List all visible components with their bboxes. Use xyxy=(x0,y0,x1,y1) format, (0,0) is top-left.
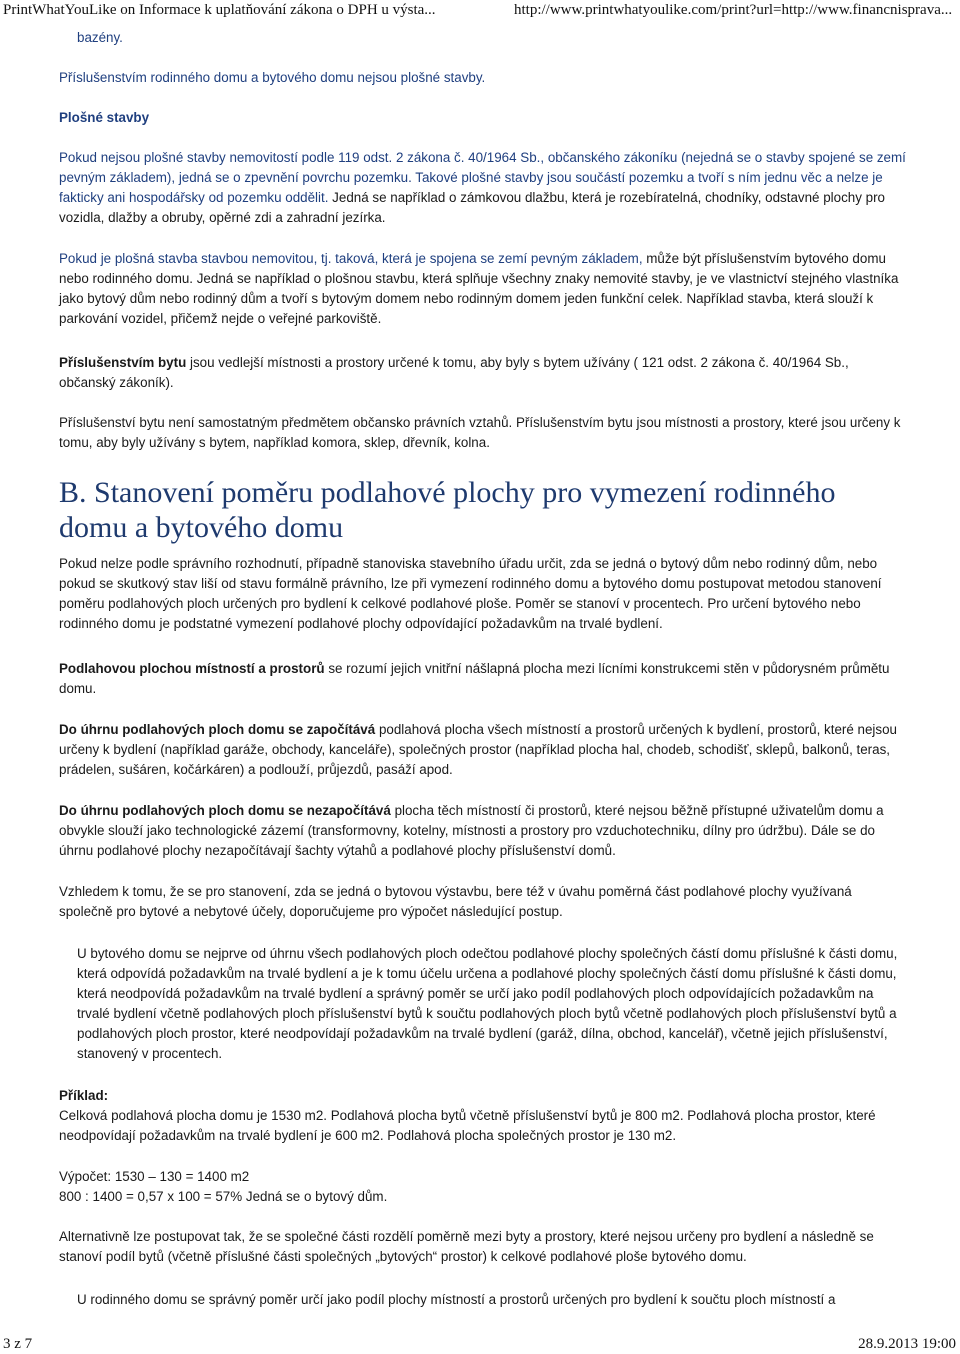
section-heading-b: B. Stanovení poměru podlahové plochy pro vymezení rodinného domu a bytového domu xyxy=(59,476,836,544)
text-nezapocitava: plocha těch místností či prostorů, které nejsou běžně přístupné uživatelům domu a obvykle slouží jako technologické zázemí (transformovny, kotelny, místnosti a prostory pro vzduchotechniku, dílny pro údržbu). Dále se do úhrnu podlahové plochy nezapočítávají šachty výtahů a podlahové plochy příslušenství domů. xyxy=(59,803,884,858)
paragraph-bytovy-dum-postup: U bytového domu se nejprve od úhrnu všech podlahových ploch odečtou podlahové plochy společných částí domu příslušné k části domu, která odpovídá požadavkům na trvalé bydlení a je k tomu účelu určena a podlahové plochy společných částí domu příslušné k části domu, která neodpovídá požadavkům na trvalé bydlení a správný poměr se určí jako podíl podlahových ploch odpovídajících požadavkům na trvalé bydlení včetně podlahových ploch příslušenství bytů k součtu podlahových ploch bytů včetně podlahových ploch příslušenství bytů a podlahových ploch prostor, které neodpovídají požadavkům na trvalé bydlení (garáž, dílna, obchod, kancelář), včetně jejich příslušenství, stanovený v procentech. xyxy=(77,946,898,1061)
paragraph-podlahova-plocha xyxy=(59,659,907,699)
text-plosna-nemovitost-1: Pokud je plošná stavba stavbou nemovitou, tj. taková, která je spojena se zemí pevným základem, xyxy=(59,251,647,266)
text-priklad-label: Příklad: xyxy=(59,1088,109,1103)
paragraph-alternativne: Alternativně lze postupovat tak, že se společné části rozdělí poměrně mezi byty a prostory, které nejsou určeny pro bydlení a následně se stanoví podíl bytů (včetně příslušné části společných „bytových“ prostor) k celkové podlahové ploše bytového domu. xyxy=(59,1229,874,1264)
paragraph-plosne-stavby xyxy=(59,148,907,228)
paragraph-rodinny-dum: U rodinného domu se správný poměr určí jako podíl plochy místností a prostorů určených pro bydlení k součtu ploch místností a xyxy=(77,1292,836,1307)
print-header xyxy=(0,0,960,22)
paragraph-vypocet xyxy=(59,1167,907,1207)
text-nezapocitava-bold: Do úhrnu podlahových ploch domu se nezapočítává xyxy=(59,803,391,818)
text-priklad: Celková podlahová plocha domu je 1530 m2. Podlahová plocha bytů včetně příslušenství bytů je 800 m2. Podlahová plocha prostor, které neodpovídají požadavkům na trvalé bydlení je 600 m2. Podlahová plocha společných prostor je 130 m2. xyxy=(59,1108,876,1143)
paragraph-vzhledem: Vzhledem k tomu, že se pro stanovení, zda se jedná o bytovou výstavbu, bere též v úvahu poměrná část podlahové plochy využívaná společně pro bytové a nebytové účely, doporučujeme pro výpočet následující postup. xyxy=(59,884,852,919)
text-zapocitava-bold: Do úhrnu podlahových ploch domu se započítává xyxy=(59,722,376,737)
text-plosne-stavby-blue: Pokud nejsou plošné stavby nemovitostí podle 119 odst. 2 zákona č. 40/1964 Sb., občanského zákoníku (nejedná se o stavby spojené se zemí pevným základem), jedná se o zpevnění povrchu pozemku. Takové plošné stavby jsou součástí pozemku a tvoří s ním jednu věc a nelze je fakticky ani hospodářsky od pozemku oddělit. xyxy=(59,150,906,205)
text-plosne-stavby-example: Jedná se například o zámkovou dlažbu, která je rozebíratelná, chodníky, odstavné plochy pro vozidla, dlažby a obruby, opěrné zdi a zahradní jezírka. xyxy=(59,190,885,225)
paragraph-zapocitava xyxy=(59,720,907,780)
text-prislusenstvi-bytu: jsou vedlejší místnosti a prostory určené k tomu, aby byly s bytem užívány ( 121 odst. 2 zákona č. 40/1964 Sb., občanský zákoník). xyxy=(59,355,849,390)
paragraph-nezapocitava xyxy=(59,801,907,861)
text-prislusenstvi-domu: Příslušenstvím rodinného domu a bytového domu nejsou plošné stavby. xyxy=(59,70,486,85)
text-podlahova-plocha: se rozumí jejich vnitřní nášlapná plocha mezi lícními konstrukcemi stěn v půdorysném průmětu domu. xyxy=(59,661,890,696)
text-vypocet-1: Výpočet: 1530 – 130 = 1400 m2 xyxy=(59,1169,250,1184)
paragraph-metoda: Pokud nelze podle správního rozhodnutí, případně stanoviska stavebního úřadu určit, zda se jedná o bytový dům nebo rodinný dům, nebo pokud se skutkový stav liší od stavu formálně právního, lze při vymezení rodinného domu a bytového domu postupovat metodou stanovení poměru podlahových ploch určených pro bydlení k celkové podlahové ploše. Poměr se stanoví v procentech. Pro určení bytového nebo rodinného domu je podstatné vymezení podlahové plochy odpovídající požadavkům na trvalé bydlení. xyxy=(59,556,882,631)
paragraph-prislusenstvi-bytu xyxy=(59,353,907,393)
header-page-title: PrintWhatYouLike on Informace k uplatňování zákona o DPH u výsta... xyxy=(3,2,436,18)
paragraph-priklad xyxy=(59,1086,907,1146)
paragraph-plosna-nemovitost xyxy=(59,249,907,329)
subheading-plosne-stavby: Plošné stavby xyxy=(59,110,150,125)
text-prislusenstvi-bytu-bold: Příslušenstvím bytu xyxy=(59,355,187,370)
text-plosna-nemovitost-2: může být příslušenstvím bytového domu nebo rodinného domu. xyxy=(59,251,886,286)
page-counter: 3 z 7 xyxy=(3,1336,33,1352)
text-bazeny: bazény. xyxy=(77,30,123,45)
print-footer xyxy=(0,1334,960,1354)
text-vypocet-2: 800 : 1400 = 0,57 x 100 = 57% Jedná se o bytový dům. xyxy=(59,1189,388,1204)
paragraph-prislusenstvi-bytu-2: Příslušenství bytu není samostatným předmětem občansko právních vztahů. Příslušenstvím bytu jsou místnosti a prostory, které jsou určeny k tomu, aby byly užívány s bytem, například komora, sklep, dřevník, kolna. xyxy=(59,415,901,450)
header-url: http://www.printwhatyoulike.com/print?url=http://www.financnisprava... xyxy=(514,2,953,18)
print-datetime: 28.9.2013 19:00 xyxy=(858,1336,956,1352)
text-podlahova-plocha-bold: Podlahovou plochou místností a prostorů xyxy=(59,661,325,676)
text-plosna-nemovitost-3: Jedná se například o plošnou stavbu, která splňuje všechny znaky nemovité stavby, je ve vlastnictví stejného vlastníka jako bytový dům nebo rodinný dům a tvoří s bytovým domem nebo rodinným domem jeden funkční celek. Například stavba, která slouží k parkování vozidel, přičemž nejde o veřejné parkoviště. xyxy=(59,271,899,326)
text-zapocitava: podlahová plocha všech místností a prostorů určených k bydlení, prostorů, které nejsou určeny k bydlení (například garáže, obchody, kanceláře), společných prostor (například plocha hal, chodeb, schodišť, sklepů, balkonů, teras, prádelen, sušáren, kočárkáren) a podlouží, průjezdů, pasáží apod. xyxy=(59,722,897,777)
